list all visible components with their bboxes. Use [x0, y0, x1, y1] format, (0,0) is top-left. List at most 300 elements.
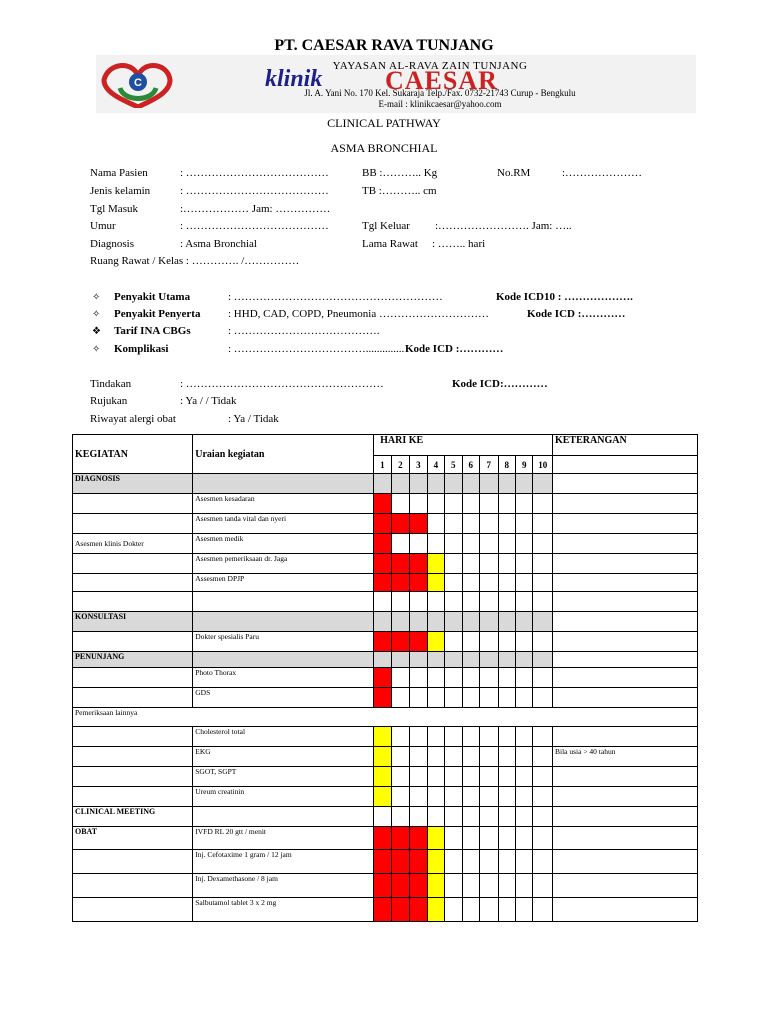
- row-keterangan[interactable]: [552, 554, 697, 574]
- day-cell[interactable]: [498, 574, 515, 592]
- day-cell-red[interactable]: [391, 850, 410, 874]
- day-cell-yellow[interactable]: [427, 850, 444, 874]
- row-uraian: IVFD RL 20 gtt / menit: [193, 827, 374, 850]
- day-cell[interactable]: [427, 767, 444, 787]
- day-cell[interactable]: [427, 534, 444, 554]
- day-cell[interactable]: [498, 554, 515, 574]
- day-cell[interactable]: [480, 787, 499, 807]
- day-cell[interactable]: [391, 747, 410, 767]
- day-header: 7: [480, 456, 499, 474]
- penyerta-value[interactable]: : HHD, CAD, COPD, Pneumonia …………………………: [228, 308, 489, 320]
- day-cell-red[interactable]: [410, 898, 427, 922]
- day-cell-red[interactable]: [391, 898, 410, 922]
- utama-code[interactable]: Kode ICD10 : ……………….: [496, 291, 633, 303]
- day-cell[interactable]: [533, 787, 553, 807]
- clinic-word-klinik: klinik: [265, 66, 323, 92]
- day-cell[interactable]: [515, 652, 532, 668]
- day-cell[interactable]: [515, 514, 532, 534]
- day-cell[interactable]: [515, 534, 532, 554]
- day-cell-red[interactable]: [374, 668, 391, 688]
- day-cell[interactable]: [445, 592, 462, 612]
- row-keterangan[interactable]: [552, 850, 697, 874]
- day-cell-red[interactable]: [391, 874, 410, 898]
- row-wide-label: Pemeriksaan lainnya: [73, 708, 698, 727]
- penyerta-code[interactable]: Kode ICD :…………: [527, 308, 626, 320]
- day-cell[interactable]: [480, 494, 499, 514]
- row-keterangan[interactable]: [552, 874, 697, 898]
- row-keterangan[interactable]: [552, 898, 697, 922]
- day-cell[interactable]: [480, 592, 499, 612]
- table-row: [73, 807, 698, 827]
- day-cell[interactable]: [462, 688, 479, 708]
- day-cell[interactable]: [498, 592, 515, 612]
- row-keterangan[interactable]: [552, 494, 697, 514]
- day-cell[interactable]: [515, 494, 532, 514]
- day-cell[interactable]: [515, 767, 532, 787]
- day-cell[interactable]: [391, 767, 410, 787]
- day-cell[interactable]: [374, 652, 391, 668]
- day-cell[interactable]: [374, 474, 391, 494]
- day-cell[interactable]: [480, 612, 499, 632]
- row-uraian: Cholesterol total: [193, 727, 374, 747]
- foundation-name: YAYASAN AL-RAVA ZAIN TUNJANG: [332, 60, 528, 72]
- day-cell[interactable]: [445, 554, 462, 574]
- row-uraian: SGOT, SGPT: [193, 767, 374, 787]
- day-cell[interactable]: [498, 787, 515, 807]
- row-keterangan[interactable]: [552, 534, 697, 554]
- day-cell[interactable]: [480, 514, 499, 534]
- day-cell-red[interactable]: [374, 827, 391, 850]
- row-uraian: Inj. Cefotaxime 1 gram / 12 jam: [193, 850, 374, 874]
- day-cell[interactable]: [445, 874, 462, 898]
- row-kegiatan: [73, 574, 193, 592]
- day-cell[interactable]: [445, 827, 462, 850]
- utama-value[interactable]: : …………………………………………………: [228, 291, 443, 303]
- row-keterangan[interactable]: [552, 592, 697, 612]
- day-cell[interactable]: [462, 807, 479, 827]
- day-cell-red[interactable]: [410, 574, 427, 592]
- row-uraian: Photo Thorax: [193, 668, 374, 688]
- day-cell[interactable]: [498, 612, 515, 632]
- tindakan-value[interactable]: : ………………………………………………: [180, 378, 384, 390]
- day-header: 6: [462, 456, 479, 474]
- day-cell[interactable]: [480, 827, 499, 850]
- day-cell-red[interactable]: [410, 827, 427, 850]
- day-cell[interactable]: [410, 767, 427, 787]
- day-cell[interactable]: [515, 807, 532, 827]
- masuk-value[interactable]: :……………… Jam: ……………: [180, 203, 331, 215]
- day-cell[interactable]: [391, 494, 410, 514]
- day-cell[interactable]: [445, 898, 462, 922]
- day-cell[interactable]: [533, 827, 553, 850]
- row-keterangan[interactable]: [552, 612, 697, 632]
- day-cell-red[interactable]: [374, 898, 391, 922]
- day-cell[interactable]: [427, 514, 444, 534]
- day-cell[interactable]: [410, 688, 427, 708]
- day-cell[interactable]: [445, 727, 462, 747]
- komplikasi-code[interactable]: Kode ICD :…………: [405, 343, 504, 355]
- day-cell[interactable]: [533, 632, 553, 652]
- day-cell[interactable]: [462, 767, 479, 787]
- day-cell[interactable]: [410, 727, 427, 747]
- day-cell[interactable]: [427, 612, 444, 632]
- day-cell[interactable]: [391, 474, 410, 494]
- day-cell[interactable]: [498, 767, 515, 787]
- row-keterangan[interactable]: [552, 787, 697, 807]
- day-cell[interactable]: [445, 632, 462, 652]
- day-cell-yellow[interactable]: [374, 747, 391, 767]
- row-uraian: EKG: [193, 747, 374, 767]
- day-cell[interactable]: [445, 494, 462, 514]
- table-row: [73, 574, 698, 592]
- day-cell[interactable]: [480, 652, 499, 668]
- day-cell[interactable]: [462, 787, 479, 807]
- day-cell[interactable]: [480, 668, 499, 688]
- day-cell[interactable]: [462, 494, 479, 514]
- day-cell[interactable]: [515, 632, 532, 652]
- day-cell[interactable]: [427, 592, 444, 612]
- row-kegiatan: [73, 787, 193, 807]
- day-cell[interactable]: [462, 827, 479, 850]
- day-cell[interactable]: [533, 592, 553, 612]
- day-cell[interactable]: [391, 807, 410, 827]
- day-cell-red[interactable]: [410, 514, 427, 534]
- day-cell[interactable]: [480, 898, 499, 922]
- day-cell[interactable]: [445, 514, 462, 534]
- day-cell[interactable]: [498, 534, 515, 554]
- row-keterangan[interactable]: [552, 767, 697, 787]
- row-kegiatan: [73, 514, 193, 534]
- day-cell[interactable]: [480, 574, 499, 592]
- day-cell-red[interactable]: [374, 574, 391, 592]
- day-cell[interactable]: [498, 747, 515, 767]
- day-cell-yellow[interactable]: [427, 827, 444, 850]
- day-cell[interactable]: [427, 474, 444, 494]
- day-cell[interactable]: [445, 688, 462, 708]
- day-cell-red[interactable]: [374, 534, 391, 554]
- day-cell[interactable]: [391, 787, 410, 807]
- day-cell[interactable]: [445, 612, 462, 632]
- table-row: [73, 850, 698, 874]
- day-cell[interactable]: [515, 688, 532, 708]
- day-cell-red[interactable]: [391, 827, 410, 850]
- row-keterangan[interactable]: [552, 827, 697, 850]
- day-cell[interactable]: [391, 652, 410, 668]
- day-cell[interactable]: [462, 474, 479, 494]
- row-kegiatan: [73, 554, 193, 574]
- day-cell[interactable]: [427, 787, 444, 807]
- day-cell[interactable]: [462, 574, 479, 592]
- day-cell-yellow[interactable]: [427, 898, 444, 922]
- day-cell[interactable]: [374, 612, 391, 632]
- day-cell[interactable]: [515, 787, 532, 807]
- day-cell[interactable]: [410, 747, 427, 767]
- day-cell[interactable]: [515, 747, 532, 767]
- row-kegiatan: Asesmen klinis Dokter: [73, 534, 193, 554]
- day-cell-yellow[interactable]: [427, 874, 444, 898]
- day-cell[interactable]: [462, 632, 479, 652]
- day-cell-red[interactable]: [374, 514, 391, 534]
- jk-value[interactable]: : …………………………………: [180, 185, 329, 197]
- alergi-value[interactable]: : Ya / Tidak: [228, 413, 279, 425]
- day-cell[interactable]: [515, 827, 532, 850]
- day-cell[interactable]: [515, 850, 532, 874]
- day-cell-red[interactable]: [410, 850, 427, 874]
- day-cell[interactable]: [533, 688, 553, 708]
- day-cell[interactable]: [533, 727, 553, 747]
- tb-field[interactable]: TB :……….. cm: [362, 185, 437, 197]
- day-cell[interactable]: [462, 592, 479, 612]
- day-cell[interactable]: [445, 652, 462, 668]
- row-keterangan[interactable]: [552, 807, 697, 827]
- col-keterangan: KETERANGAN: [552, 435, 697, 456]
- day-cell[interactable]: [445, 474, 462, 494]
- row-keterangan[interactable]: [552, 688, 697, 708]
- day-cell[interactable]: [445, 850, 462, 874]
- day-cell[interactable]: [498, 632, 515, 652]
- tindakan-code[interactable]: Kode ICD:…………: [452, 378, 548, 390]
- day-cell[interactable]: [410, 534, 427, 554]
- table-row: [73, 727, 698, 747]
- day-cell[interactable]: [410, 807, 427, 827]
- day-cell[interactable]: [445, 668, 462, 688]
- day-cell[interactable]: [410, 612, 427, 632]
- day-cell[interactable]: [533, 850, 553, 874]
- day-cell[interactable]: [533, 747, 553, 767]
- day-cell[interactable]: [498, 668, 515, 688]
- table-row: [73, 554, 698, 574]
- day-cell[interactable]: [480, 534, 499, 554]
- day-cell[interactable]: [410, 494, 427, 514]
- day-cell-red[interactable]: [374, 688, 391, 708]
- day-cell[interactable]: [498, 688, 515, 708]
- day-cell[interactable]: [427, 807, 444, 827]
- day-cell[interactable]: [515, 612, 532, 632]
- day-cell-red[interactable]: [374, 554, 391, 574]
- day-cell[interactable]: [410, 652, 427, 668]
- row-kegiatan: PENUNJANG: [73, 652, 193, 668]
- day-cell-yellow[interactable]: [374, 767, 391, 787]
- day-cell[interactable]: [410, 474, 427, 494]
- day-cell[interactable]: [445, 807, 462, 827]
- day-cell[interactable]: [427, 652, 444, 668]
- row-keterangan[interactable]: [552, 474, 697, 494]
- umur-value[interactable]: : …………………………………: [180, 220, 329, 232]
- penyerta-label: Penyakit Penyerta: [114, 308, 201, 320]
- address-line: Jl. A. Yani No. 170 Kel. Sukaraja Telp./Fax. 0732-21743 Curup - Bengkulu: [304, 88, 576, 98]
- day-cell[interactable]: [480, 632, 499, 652]
- day-cell[interactable]: [498, 474, 515, 494]
- day-cell[interactable]: [515, 554, 532, 574]
- day-cell[interactable]: [480, 688, 499, 708]
- day-cell[interactable]: [462, 668, 479, 688]
- day-cell-red[interactable]: [374, 632, 391, 652]
- day-cell[interactable]: [498, 850, 515, 874]
- day-cell[interactable]: [374, 807, 391, 827]
- day-cell-red[interactable]: [374, 494, 391, 514]
- row-uraian: GDS: [193, 688, 374, 708]
- komplikasi-value[interactable]: : ………………………………..............: [228, 343, 405, 355]
- day-cell[interactable]: [462, 747, 479, 767]
- tarif-label: Tarif INA CBGs: [114, 325, 191, 337]
- ruang-field[interactable]: Ruang Rawat / Kelas : …………. /……………: [90, 255, 300, 267]
- day-cell-yellow[interactable]: [374, 787, 391, 807]
- day-cell[interactable]: [480, 767, 499, 787]
- doc-title: CLINICAL PATHWAY: [327, 116, 441, 130]
- day-cell[interactable]: [427, 668, 444, 688]
- row-kegiatan: CLINICAL MEETING: [73, 807, 193, 827]
- day-cell[interactable]: [533, 494, 553, 514]
- day-cell[interactable]: [533, 668, 553, 688]
- day-cell[interactable]: [515, 727, 532, 747]
- day-cell-red[interactable]: [391, 514, 410, 534]
- day-cell[interactable]: [480, 474, 499, 494]
- day-cell[interactable]: [533, 767, 553, 787]
- row-uraian: Asesmen kesadaran: [193, 494, 374, 514]
- day-cell[interactable]: [391, 612, 410, 632]
- row-kegiatan: KONSULTASI: [73, 612, 193, 632]
- day-cell[interactable]: [533, 514, 553, 534]
- row-keterangan[interactable]: [552, 652, 697, 668]
- day-cell[interactable]: [533, 652, 553, 668]
- day-cell[interactable]: [533, 807, 553, 827]
- day-cell[interactable]: [533, 612, 553, 632]
- day-cell[interactable]: [498, 727, 515, 747]
- day-cell[interactable]: [445, 787, 462, 807]
- day-cell[interactable]: [462, 554, 479, 574]
- day-cell[interactable]: [515, 668, 532, 688]
- day-cell[interactable]: [498, 898, 515, 922]
- day-cell[interactable]: [462, 534, 479, 554]
- day-cell-red[interactable]: [410, 554, 427, 574]
- day-cell[interactable]: [498, 874, 515, 898]
- day-cell[interactable]: [427, 747, 444, 767]
- rujukan-value[interactable]: : Ya / / Tidak: [180, 395, 237, 407]
- day-cell[interactable]: [391, 534, 410, 554]
- row-keterangan[interactable]: [552, 574, 697, 592]
- day-cell-red[interactable]: [391, 574, 410, 592]
- day-cell[interactable]: [410, 668, 427, 688]
- day-cell[interactable]: [462, 874, 479, 898]
- day-cell[interactable]: [427, 494, 444, 514]
- day-cell[interactable]: [498, 652, 515, 668]
- day-cell[interactable]: [515, 474, 532, 494]
- clinic-word-caesar: CAESAR: [385, 66, 498, 95]
- table-row: [73, 534, 698, 554]
- day-cell[interactable]: [480, 747, 499, 767]
- keluar-label: Tgl Keluar: [362, 220, 410, 232]
- diag-value: : Asma Bronchial: [180, 238, 257, 250]
- day-cell[interactable]: [391, 668, 410, 688]
- day-header: 9: [515, 456, 532, 474]
- day-cell[interactable]: [498, 514, 515, 534]
- day-cell[interactable]: [391, 592, 410, 612]
- day-header: 2: [391, 456, 410, 474]
- table-row: [73, 632, 698, 652]
- day-cell[interactable]: [462, 514, 479, 534]
- day-cell[interactable]: [533, 574, 553, 592]
- day-cell[interactable]: [462, 652, 479, 668]
- day-cell[interactable]: [480, 850, 499, 874]
- tarif-value[interactable]: : ………………………………….: [228, 325, 380, 337]
- day-cell[interactable]: [480, 874, 499, 898]
- bullet-icon: ✧: [92, 344, 101, 355]
- row-keterangan[interactable]: [552, 668, 697, 688]
- komplikasi-label: Komplikasi: [114, 343, 169, 355]
- row-keterangan[interactable]: Bila usia > 40 tahun: [552, 747, 697, 767]
- row-keterangan[interactable]: [552, 632, 697, 652]
- row-keterangan[interactable]: [552, 727, 697, 747]
- utama-label: Penyakit Utama: [114, 291, 191, 303]
- lama-value[interactable]: : …….. hari: [432, 238, 486, 250]
- day-cell-red[interactable]: [410, 632, 427, 652]
- row-uraian: Inj. Dexamethasone / 8 jam: [193, 874, 374, 898]
- day-cell[interactable]: [445, 747, 462, 767]
- day-cell[interactable]: [480, 727, 499, 747]
- day-cell-red[interactable]: [374, 874, 391, 898]
- bb-field[interactable]: BB :……….. Kg: [362, 167, 438, 179]
- day-cell[interactable]: [498, 827, 515, 850]
- day-cell[interactable]: [427, 727, 444, 747]
- alergi-label: Riwayat alergi obat: [90, 413, 176, 425]
- day-cell[interactable]: [515, 874, 532, 898]
- day-cell[interactable]: [480, 554, 499, 574]
- day-cell-yellow[interactable]: [374, 727, 391, 747]
- day-cell[interactable]: [374, 592, 391, 612]
- day-cell[interactable]: [462, 850, 479, 874]
- diag-label: Diagnosis: [90, 238, 134, 250]
- day-cell[interactable]: [515, 898, 532, 922]
- day-cell[interactable]: [462, 612, 479, 632]
- table-row: [73, 494, 698, 514]
- day-cell[interactable]: [391, 688, 410, 708]
- day-cell[interactable]: [533, 554, 553, 574]
- day-cell[interactable]: [498, 494, 515, 514]
- day-cell-red[interactable]: [374, 850, 391, 874]
- day-cell[interactable]: [480, 807, 499, 827]
- day-cell[interactable]: [410, 592, 427, 612]
- svg-text:C: C: [134, 77, 142, 89]
- norm-value[interactable]: :…………………: [562, 167, 643, 179]
- day-cell[interactable]: [391, 727, 410, 747]
- day-cell[interactable]: [498, 807, 515, 827]
- day-cell[interactable]: [445, 767, 462, 787]
- day-cell[interactable]: [445, 534, 462, 554]
- row-keterangan[interactable]: [552, 514, 697, 534]
- day-cell[interactable]: [427, 688, 444, 708]
- day-cell[interactable]: [462, 898, 479, 922]
- day-cell[interactable]: [515, 574, 532, 592]
- day-cell-yellow[interactable]: [427, 632, 444, 652]
- day-cell[interactable]: [533, 474, 553, 494]
- day-cell-yellow[interactable]: [427, 554, 444, 574]
- day-cell[interactable]: [533, 898, 553, 922]
- day-cell[interactable]: [462, 727, 479, 747]
- day-cell-red[interactable]: [391, 632, 410, 652]
- day-cell[interactable]: [410, 787, 427, 807]
- day-cell-red[interactable]: [410, 874, 427, 898]
- day-cell-yellow[interactable]: [427, 574, 444, 592]
- keluar-value[interactable]: :……………………. Jam: …..: [435, 220, 572, 232]
- day-cell[interactable]: [533, 534, 553, 554]
- table-row: [73, 688, 698, 708]
- day-cell-red[interactable]: [391, 554, 410, 574]
- day-cell[interactable]: [533, 874, 553, 898]
- nama-value[interactable]: : …………………………………: [180, 167, 329, 179]
- day-header: 10: [533, 456, 553, 474]
- day-cell[interactable]: [445, 574, 462, 592]
- day-cell[interactable]: [515, 592, 532, 612]
